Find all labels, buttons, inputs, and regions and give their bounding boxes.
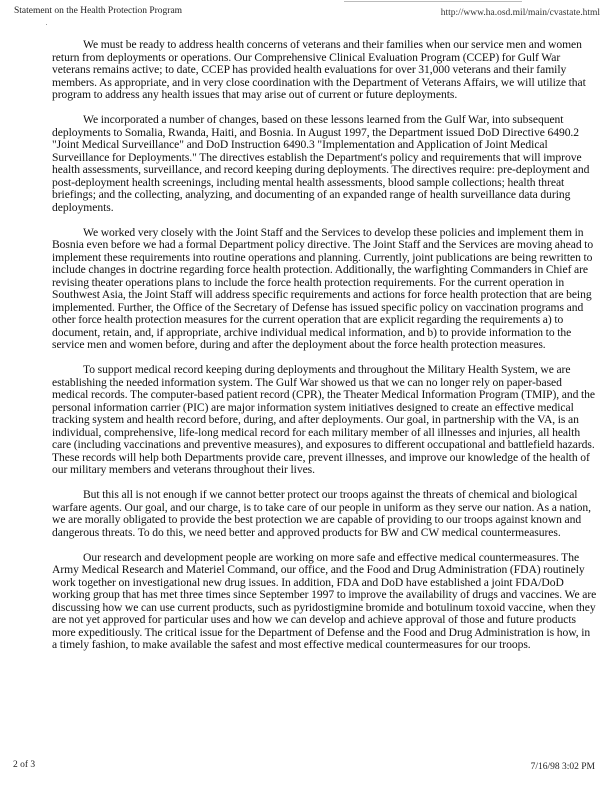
page-title: Statement on the Health Protection Program (14, 6, 183, 16)
page-url: http://www.ha.osd.mil/main/cvastate.html (440, 8, 600, 18)
paragraph-veterans-concerns: We must be ready to address health concerns of veterans and their families when our service men and women return from deployments or operations. Our Comprehensive Clinical Evaluation Program (CCEP) for Gulf War veterans remains active; to date, CCEP has provided health evaluations for over 31,000 veterans and their family members. As appropriate, and in very close coordination with the Department of Veterans Affairs, we will utilize that program to address any health issues that may arise out of current or future deployments. (52, 38, 586, 101)
paragraph-chem-bio-threats: But this all is not enough if we cannot better protect our troops against the threats of chemical and biological warfare agents. Our goal, and our charge, is to take care of our people in uniform as they serve our nation. As a nation, we are morally obligated to provide the best protection we are capable of providing to our troops against known and dangerous threats. To do this, we need better and approved products for BW and CW medical countermeasures. (52, 488, 592, 539)
paragraph-research-development: Our research and development people are working on more safe and effective medical countermeasures. The Army Medical Research and Materiel Command, our office, and the Food and Drug Administration (FDA) routinely work together on investigational new drug issues. In addition, FDA and DoD have established a joint FDA/DoD working group that has met three times since September 1997 to improve the availability of drugs and vaccines. We are discussing how we can use current products, such as pyridostigmine bromide and botulinum toxoid vaccine, when they are not yet approved for particular uses and how we can develop and achieve approval of those and future products more expeditiously. The critical issue for the Department of Defense and the Food and Drug Administration is how, in a timely fashion, to make available the safest and most effective medical countermeasures for our troops. (52, 550, 597, 651)
page-number: 2 of 3 (13, 760, 36, 770)
document-body (52, 39, 597, 664)
header-divider (344, 1, 522, 2)
paragraph-medical-records: To support medical record keeping during deployments and throughout the Military Health System, we are establishing the needed information system. The Gulf War showed us that we can no longer rely on paper-based medical records. The computer-based patient record (CPR), the Theater Medical Information Program (TMIP), and the personal information carrier (PIC) are major information system initiatives designed to create an effective medical tracking system and health record before, during, and after deployments. Our goal, in partnership with the VA, is an individual, comprehensive, life-long medical record for each military member of all illnesses and injuries, all health care (including vaccinations and preventive measures), and exposures to different occupational and battlefield hazards. These records will help both Departments provide care, prevent illnesses, and improve our knowledge of the health of our military members and veterans throughout their lives. (52, 363, 596, 476)
scan-mark (46, 24, 47, 25)
paragraph-lessons-learned: We incorporated a number of changes, based on these lessons learned from the Gulf War, into subsequent deployments to Somalia, Rwanda, Haiti, and Bosnia. In August 1997, the Department issued DoD Directive 6490.2 "Joint Medical Surveillance" and DoD Instruction 6490.3 "Implementation and Application of Joint Medical Surveillance for Deployments." The directives establish the Department's policy and requirements that will improve health assessments, surveillance, and record keeping during deployments. The directives require: pre-deployment and post-deployment health screenings, including mental health assessments, blood sample collections; health threat briefings; and the collecting, analyzing, and documenting of an expanded range of health surveillance data during deployments. (52, 113, 590, 214)
paragraph-joint-staff: We worked very closely with the Joint Staff and the Services to develop these policies and implement them in Bosnia even before we had a formal Department policy directive. The Joint Staff and the Services are moving ahead to implement these requirements into routine operations and planning. Currently, joint publications are being rewritten to include changes in doctrine regarding force health protection. Additionally, the warfighting Commanders in Chief are revising theater operations plans to include the force health protection requirements. For the current operation in Southwest Asia, the Joint Staff will address specific requirements and actions for force health protection that are being implemented. Further, the Office of the Secretary of Defense has issued specific policy on vaccination programs and other force health protection measures for the current operation that are explicit regarding the requirements a) to document, retain, and, if appropriate, archive individual medical information, and b) to provide information to the service men and women before, during and after the deployment about the force health protection measures. (52, 225, 594, 351)
print-datetime: 7/16/98 3:02 PM (530, 762, 595, 772)
